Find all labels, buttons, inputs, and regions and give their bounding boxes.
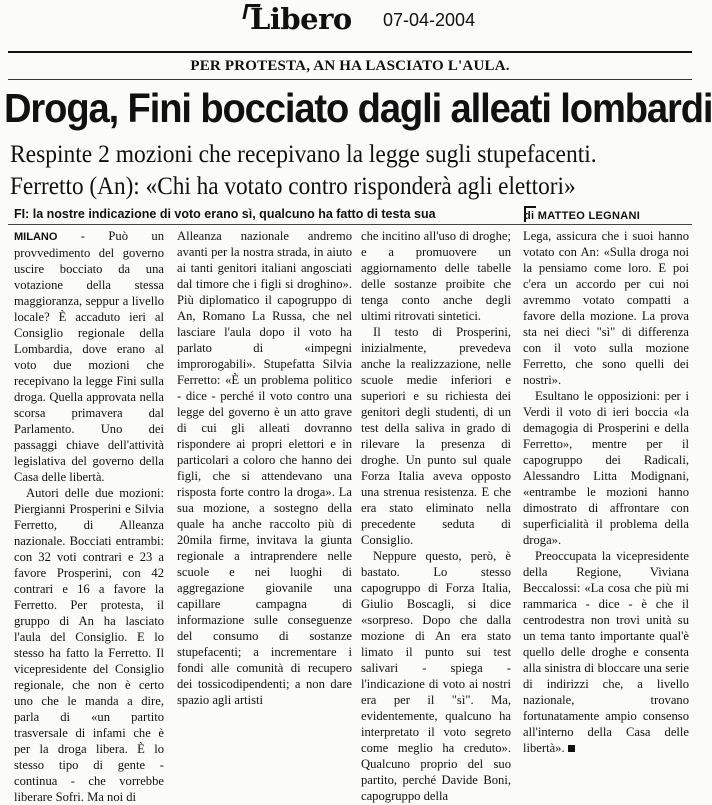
- body-rule: [8, 224, 692, 225]
- article-paragraph: che incitino all'uso di droghe; e a promuovere un aggiornamento delle tabelle delle sostanze proibite che tenga conto anche degli ultimi ritrovati sintetici.: [361, 229, 511, 323]
- article-column-3: [361, 228, 511, 803]
- paragraph-text: Preoccupata la vicepresidente della Regione, Viviana Beccalossi: «La cosa che più mi rammarica - dice - è che il centrodestra non trovi unità su un tema tanto importante qual'è quello delle droghe e consenta alla sinistra di bloccare una serie di indirizzi che, a livello nazionale, trovano fortunatamente ampio consenso all'interno della Casa delle libertà».: [523, 549, 689, 755]
- article-column-2: [177, 228, 352, 707]
- article-column-1: [14, 228, 164, 804]
- subhead-2: Ferretto (An): «Chi ha votato contro risponderà agli elettori»: [10, 173, 576, 200]
- article-column-4: [523, 228, 689, 755]
- article-paragraph: [14, 228, 164, 485]
- article-paragraph: Il testo di Prosperini, inizialmente, prevedeva anche la realizzazione, nelle scuole medie inferiori e superiori e su richiesta dei genitori degli studenti, di un test della saliva in grado di rilevare la presenza di droghe. Un punto sul quale Forza Italia aveva opposto una strenua resistenza. E che era stato eliminato nella precedente seduta di Consiglio.: [361, 325, 511, 547]
- byline: di MATTEO LEGNANI: [524, 210, 641, 222]
- subhead-1: Respinte 2 mozioni che recepivano la legge sugli stupefacenti.: [10, 141, 597, 168]
- overline: FI: la nostre indicazione di voto erano sì, qualcuno ha fatto di testa sua: [14, 207, 436, 221]
- kicker: PER PROTESTA, AN HA LASCIATO L'AULA.: [190, 58, 510, 74]
- end-of-article-mark: [568, 745, 575, 752]
- masthead: [0, 0, 700, 44]
- paragraph-text: - Può un provvedimento del governo uscire bocciato da una votazione della stessa maggioranza, seppur a livello locale? È accaduto ieri al Consiglio regionale della Lombardia, dove erano al voto due mozioni che recepivano la legge Fini sulla droga. Quella approvata nella scorsa primavera dal Parlamento. Uno dei passaggi chiave dell'attività legislativa del governo della Casa delle libertà.: [14, 229, 164, 484]
- newspaper-logo: Libero: [250, 2, 352, 36]
- article-paragraph: Neppure questo, però, è bastato. Lo stesso capogruppo di Forza Italia, Giulio Boscagli, si dice «sorpreso. Dopo che dalla mozione di An era stato limato il punto sui test salivari - spiega - l'indicazione di voto ai nostri era per il "sì". Ma, evidentemente, qualcuno ha interpretato il voto segreto come meglio ha creduto». Qualcuno proprio del suo partito, perché Davide Boni, capogruppo della: [361, 549, 511, 803]
- article-paragraph: Lega, assicura che i suoi hanno votato con An: «Sulla droga noi la pensiamo come loro. E poi c'era un accordo per cui noi avremmo votato compatti a favore della mozione. La prova sta nei dieci "sì" di differenza con il voto sulla mozione Ferretto, che sono quelli dei nostri».: [523, 229, 689, 387]
- dateline: MILANO: [14, 231, 58, 243]
- article-paragraph: Alleanza nazionale andremo avanti per la nostra strada, in aiuto ai tanti genitori italiani angosciati dal timore che i figli si droghino». Più diplomatico il capogruppo di An, Romano La Russa, che nel lasciare l'aula dopo il voto ha parlato di «impegni improrogabili». Stupefatta Silvia Ferretto: «È un problema politico - dice - perché il voto contro una legge del governo è un atto grave di cui gli alleati dovranno rispondere ai propri elettori e in particolari a coloro che hanno dei figli, che si attendevano una risposta forte contro la droga». La sua mozione, a sostegno della quale ha anche raccolto più di 20mila firme, invitava la giunta regionale a intraprendere nelle scuole e nei luoghi di aggregazione giovanile una capillare campagna di informazione sulle conseguenze del consumo di sostanze stupefacenti; a incrementare i fondi alle comunità di recupero dei tossicodipendenti; a non dare spazio agli artisti: [177, 229, 352, 707]
- top-rule: [8, 51, 692, 53]
- article-paragraph: Esultano le opposizioni: per i Verdi il voto di ieri boccia «la demagogia di Prosperini e della Ferretto», mentre per il capogruppo dei Radicali, Alessandro Litta Modignani, «entrambe le mozioni hanno dimostrato di affrontare con superficialità il problema della droga».: [523, 389, 689, 547]
- publication-date: 07-04-2004: [383, 10, 476, 30]
- kicker-rule: [8, 79, 692, 80]
- article-paragraph: Autori delle due mozioni: Piergianni Prosperini e Silvia Ferretto, di Alleanza nazionale. Bocciati entrambi: con 32 voti contrari e 23 a favore Prosperini, con 42 contrari e 16 a favore la Ferretto. Per protesta, il gruppo di An ha lasciato l'aula del Consiglio. E lo stesso ha fatto la Ferretto. Il vicepresidente del Consiglio regionale, che non è certo uno che le manda a dire, parla di «un partito trasversale di infami che è per la droga libera. È lo stesso tipo di gente - continua - che vorrebbe liberare Sofri. Ma noi di: [14, 486, 164, 804]
- headline: Droga, Fini bocciato dagli alleati lombardi: [4, 85, 712, 131]
- article-paragraph: [523, 548, 689, 756]
